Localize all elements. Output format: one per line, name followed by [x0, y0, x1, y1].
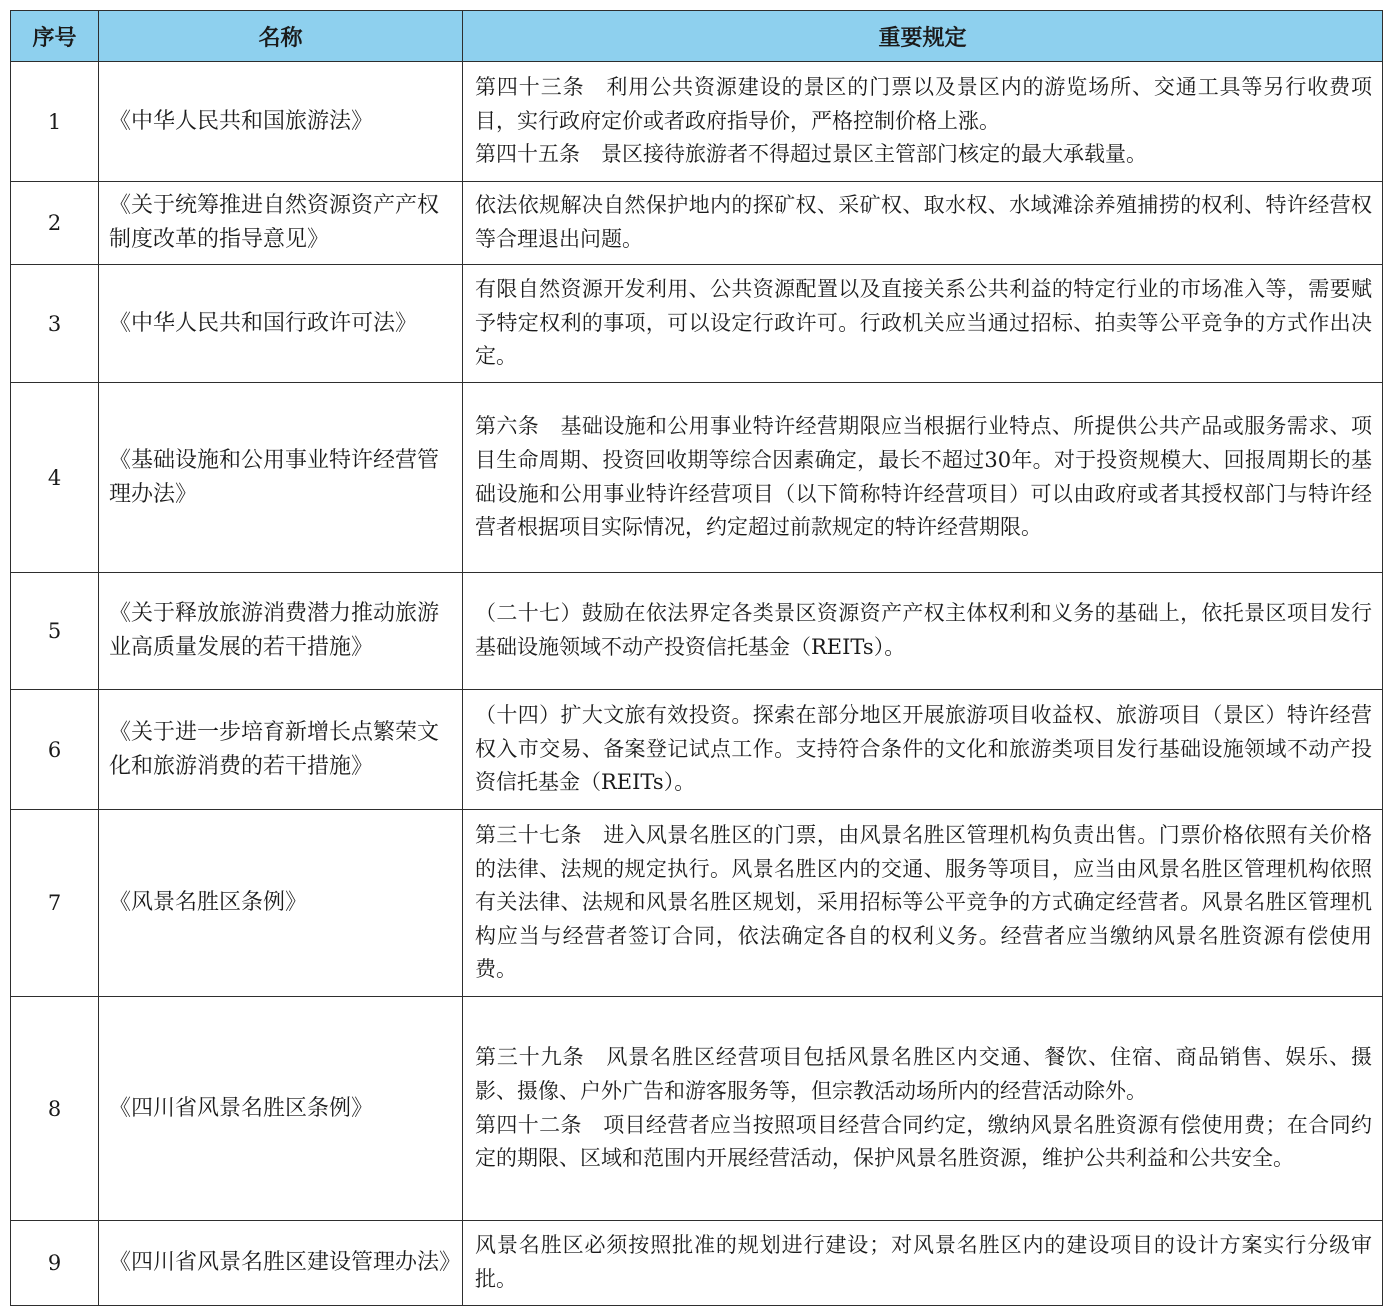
table-row	[11, 997, 1383, 1221]
regulation-provisions	[463, 810, 1383, 997]
row-number: 8	[11, 997, 99, 1221]
regulation-name: 《中华人民共和国行政许可法》	[99, 265, 463, 383]
row-number: 9	[11, 1221, 99, 1306]
table-row	[11, 1221, 1383, 1306]
regulation-provisions	[463, 1221, 1383, 1306]
header-rule: 重要规定	[463, 11, 1383, 62]
table-row	[11, 383, 1383, 573]
header-row	[11, 11, 1383, 62]
table-row	[11, 690, 1383, 810]
table-row	[11, 265, 1383, 383]
provision-text: （十四）扩大文旅有效投资。探索在部分地区开展旅游项目收益权、旅游项目（景区）特许经营权入市交易、备案登记试点工作。支持符合条件的文化和旅游类项目发行基础设施领域不动产投资信托基金（REITs）。	[475, 703, 1372, 795]
regulation-provisions	[463, 383, 1383, 573]
provision-text: 第四十二条 项目经营者应当按照项目经营合同约定，缴纳风景名胜资源有偿使用费；在合同约定的期限、区域和范围内开展经营活动，保护风景名胜资源，维护公共利益和公共安全。	[475, 1112, 1372, 1171]
provision-text: 第三十七条 进入风景名胜区的门票，由风景名胜区管理机构负责出售。门票价格依照有关价格的法律、法规的规定执行。风景名胜区内的交通、服务等项目，应当由风景名胜区管理机构依照有关法律、法规和风景名胜区规划，采用招标等公平竞争的方式确定经营者。风景名胜区管理机构应当与经营者签订合同，依法确定各自的权利义务。经营者应当缴纳风景名胜资源有偿使用费。	[475, 823, 1372, 982]
regulation-name: 《基础设施和公用事业特许经营管理办法》	[99, 383, 463, 573]
provision-text: 有限自然资源开发利用、公共资源配置以及直接关系公共利益的特定行业的市场准入等，需要赋予特定权利的事项，可以设定行政许可。行政机关应当通过招标、拍卖等公平竞争的方式作出决定。	[475, 277, 1372, 369]
regulation-name: 《风景名胜区条例》	[99, 810, 463, 997]
table-row	[11, 62, 1383, 182]
provision-text: 第四十五条 景区接待旅游者不得超过景区主管部门核定的最大承载量。	[475, 142, 1147, 167]
provision-text: 风景名胜区必须按照批准的规划进行建设；对风景名胜区内的建设项目的设计方案实行分级审批。	[475, 1233, 1372, 1291]
row-number: 6	[11, 690, 99, 810]
row-number: 4	[11, 383, 99, 573]
regulation-name: 《四川省风景名胜区建设管理办法》	[99, 1221, 463, 1306]
regulation-name: 《关于进一步培育新增长点繁荣文化和旅游消费的若干措施》	[99, 690, 463, 810]
provision-text: 第六条 基础设施和公用事业特许经营期限应当根据行业特点、所提供公共产品或服务需求、项目生命周期、投资回收期等综合因素确定，最长不超过30年。对于投资规模大、回报周期长的基础设施和公用事业特许经营项目（以下简称特许经营项目）可以由政府或者其授权部门与特许经营者根据项目实际情况，约定超过前款规定的特许经营期限。	[475, 414, 1372, 540]
table-row	[11, 182, 1383, 265]
regulation-name: 《关于统筹推进自然资源资产产权制度改革的指导意见》	[99, 182, 463, 265]
regulation-provisions	[463, 997, 1383, 1221]
provision-text: 第三十九条 风景名胜区经营项目包括风景名胜区内交通、餐饮、住宿、商品销售、娱乐、摄影、摄像、户外广告和游客服务等，但宗教活动场所内的经营活动除外。	[475, 1045, 1372, 1103]
regulation-provisions	[463, 690, 1383, 810]
row-number: 1	[11, 62, 99, 182]
table-row	[11, 573, 1383, 690]
row-number: 7	[11, 810, 99, 997]
provision-text: （二十七）鼓励在依法界定各类景区资源资产产权主体权利和义务的基础上，依托景区项目发行基础设施领域不动产投资信托基金（REITs）。	[475, 601, 1372, 659]
regulation-provisions	[463, 62, 1383, 182]
row-number: 5	[11, 573, 99, 690]
regulation-name: 《中华人民共和国旅游法》	[99, 62, 463, 182]
header-name: 名称	[99, 11, 463, 62]
table-row	[11, 810, 1383, 997]
regulation-provisions	[463, 573, 1383, 690]
header-no: 序号	[11, 11, 99, 62]
row-number: 3	[11, 265, 99, 383]
provision-text: 第四十三条 利用公共资源建设的景区的门票以及景区内的游览场所、交通工具等另行收费项目，实行政府定价或者政府指导价，严格控制价格上涨。	[475, 75, 1372, 133]
row-number: 2	[11, 182, 99, 265]
regulation-name: 《关于释放旅游消费潜力推动旅游业高质量发展的若干措施》	[99, 573, 463, 690]
regulation-name: 《四川省风景名胜区条例》	[99, 997, 463, 1221]
regulations-table	[10, 10, 1383, 1306]
regulation-provisions	[463, 182, 1383, 265]
regulation-provisions	[463, 265, 1383, 383]
provision-text: 依法依规解决自然保护地内的探矿权、采矿权、取水权、水域滩涂养殖捕捞的权利、特许经营权等合理退出问题。	[475, 193, 1372, 251]
